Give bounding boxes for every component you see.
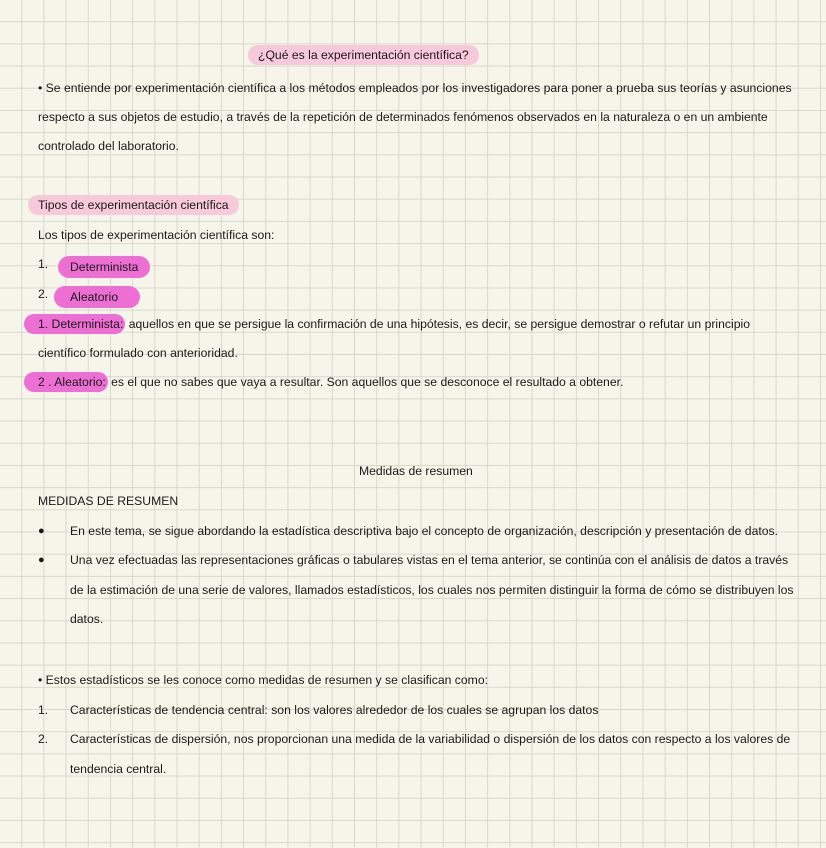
bullet-marker: ● — [38, 525, 45, 537]
list-number: 1. — [38, 257, 49, 271]
intro-text: Los tipos de experimentación científica son: — [38, 228, 275, 242]
list-text: Características de tendencia central: son los valores alrededor de los cuales se agrupan los datos — [70, 703, 599, 717]
summary-text: • Estos estadísticos se les conoce como medidas de resumen y se clasifican como: — [38, 673, 488, 687]
list-text: tendencia central. — [70, 762, 167, 776]
list-number: 2. — [38, 732, 49, 746]
bullet-text: En este tema, se sigue abordando la estadística descriptiva bajo el concepto de organización, descripción y presentación de datos. — [70, 524, 778, 538]
title-highlight: ¿Qué es la experimentación científica? — [248, 45, 479, 65]
section-title-medidas: Medidas de resumen — [359, 464, 473, 478]
definition-aleatorio — [38, 374, 623, 390]
section-heading-medidas: MEDIDAS DE RESUMEN — [38, 494, 179, 508]
definition-continuation: científico formulado con anterioridad. — [38, 346, 238, 360]
list-label-highlight: Aleatorio — [54, 286, 140, 308]
section-title-experimentacion — [248, 47, 479, 63]
definition-text: es el que no sabes que vaya a resultar. Son aquellos que se desconoce el resultado a obtener. — [107, 375, 624, 389]
paragraph-line: respecto a sus objetos de estudio, a través de la repetición de determinados fenómenos observados en la naturaleza o en un ambiente — [38, 110, 768, 124]
list-label-highlight: Determinista — [58, 256, 150, 278]
definition-label-highlight: 1. Determinista: — [24, 314, 125, 334]
bullet-marker: ● — [38, 554, 45, 566]
bullet-text: de la estimación de una serie de valores, llamados estadísticos, los cuales nos permiten distinguir la forma de cómo se distribuyen los — [70, 583, 794, 597]
definition-text: aquellos en que se persigue la confirmación de una hipótesis, es decir, se persigue demostrar o refutar un principio — [125, 317, 750, 331]
heading-highlight: Tipos de experimentación científica — [28, 195, 239, 215]
section-heading-tipos — [28, 197, 239, 213]
list-text: Características de dispersión, nos proporcionan una medida de la variabilidad o dispersión de los datos con respecto a los valores de — [70, 732, 791, 746]
bullet-text: datos. — [70, 612, 104, 626]
paragraph-line: • Se entiende por experimentación científica a los métodos empleados por los investigadores para poner a prueba sus teorías y asunciones — [38, 81, 792, 95]
paragraph-line: controlado del laboratorio. — [38, 139, 179, 153]
definition-label-highlight: 2 . Aleatorio: — [24, 372, 108, 392]
bullet-text: Una vez efectuadas las representaciones gráficas o tabulares vistas en el tema anterior, se continúa con el análisis de datos a través — [70, 553, 789, 567]
list-number: 2. — [38, 287, 49, 301]
definition-determinista — [38, 316, 750, 332]
list-number: 1. — [38, 703, 49, 717]
